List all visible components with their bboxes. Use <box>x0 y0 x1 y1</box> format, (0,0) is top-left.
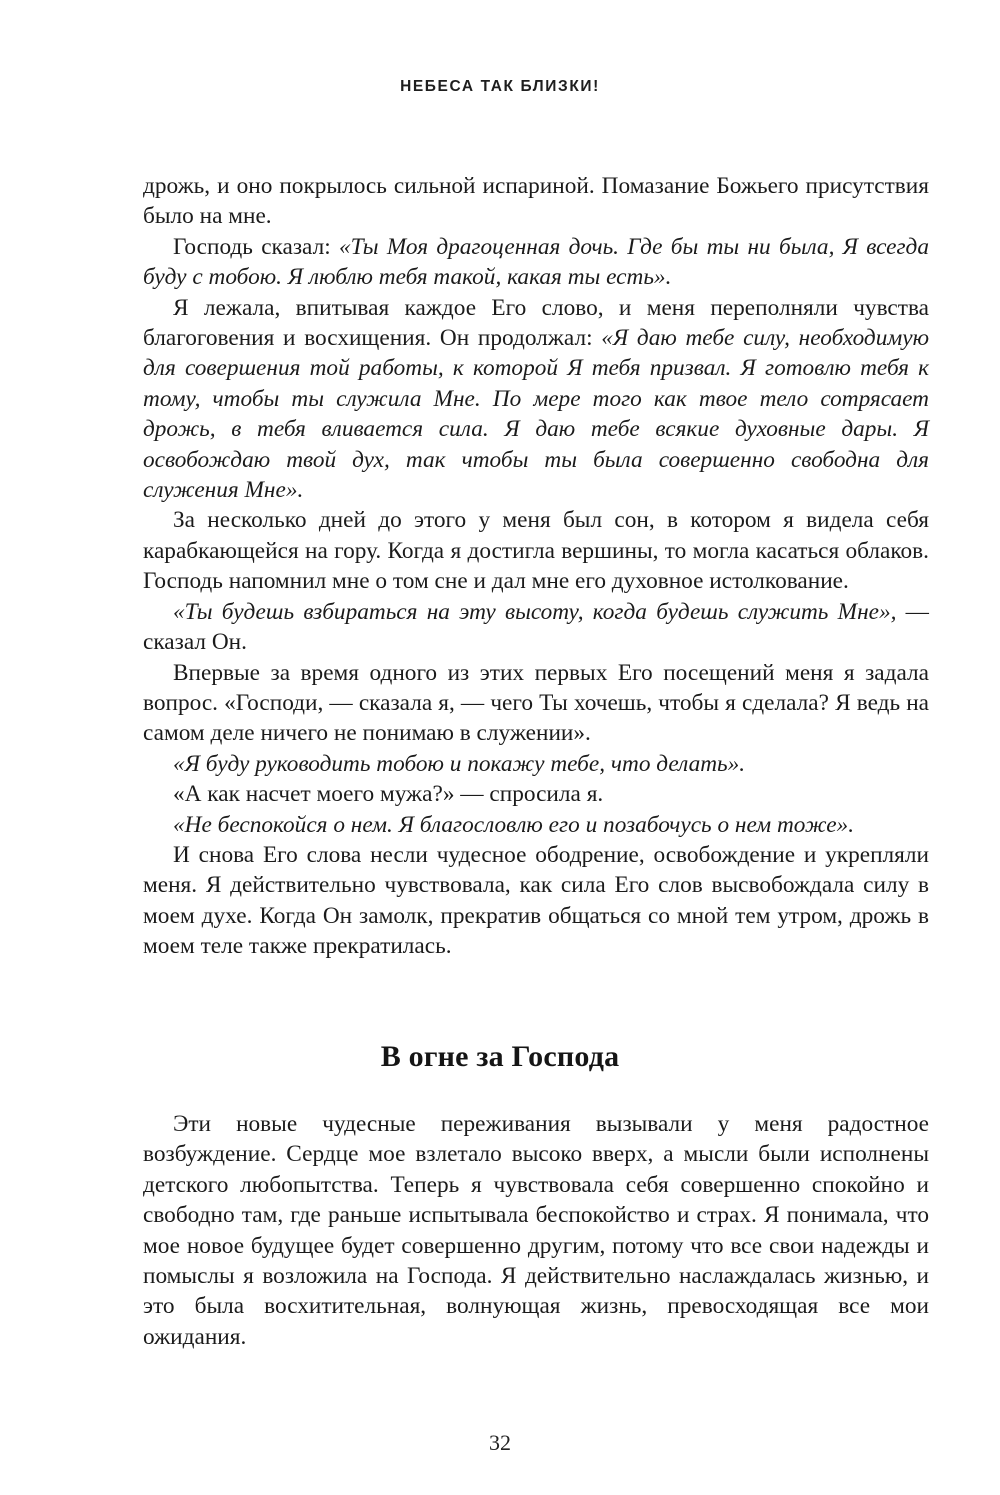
quote: «Ты Моя драгоценная дочь. Где бы ты ни была, Я всегда буду с тобою. Я люблю тебя такой, какая ты есть». <box>143 233 929 291</box>
paragraph: Впервые за время одного из этих первых Его посещений меня я задала вопрос. «Господи, — сказала я, — чего Ты хочешь, чтобы я сделала? Я ведь на самом деле ничего не понимаю в служении». <box>143 659 929 747</box>
running-head: НЕБЕСА ТАК БЛИЗКИ! <box>400 78 600 95</box>
quote: «Ты будешь взбираться на эту высоту, когда будешь служить Мне», <box>173 598 897 625</box>
paragraph <box>143 810 929 840</box>
paragraph: «Ты будешь взбираться на эту высоту, когда будешь служить Мне», — сказал Он. <box>143 598 929 656</box>
body-text-bottom <box>143 1109 929 1352</box>
paragraph: дрожь, и оно покрылось сильной испариной. Помазание Божьего присутствия было на мне. <box>143 173 929 230</box>
paragraph: Господь сказал: «Ты Моя драгоценная дочь. Где бы ты ни была, Я всегда буду с тобою. Я люблю тебя такой, какая ты есть». <box>143 233 929 291</box>
section-heading: В огне за Господа <box>380 1040 620 1073</box>
paragraph: Эти новые чудесные переживания вызывали у меня радостное возбуждение. Сердце мое взлетало высоко вверх, а мысли были исполнены детского любопытства. Теперь я чувствовала себя совершенно спокойно и свободно там, где раньше испытывала беспокойство и страх. Я понимала, что мое новое будущее будет совершенно другим, потому что все свои надежды и помыслы я возложила на Господа. Я действительно наслаждалась жизнью, и это была восхитительная, волнующая жизнь, превосходящая все мои ожидания. <box>143 1111 929 1350</box>
paragraph: «А как насчет моего мужа?» — спросила я. <box>173 781 604 808</box>
quote: «Я буду руководить тобою и покажу тебе, что делать». <box>173 750 746 777</box>
paragraph: Я лежала, впитывая каждое Его слово, и меня переполняли чувства благоговения и восхищения. Он продолжал: «Я даю тебе силу, необходимую для совершения той работы, к которой Я тебя призвал. Я готовлю тебя к тому, чтобы ты служила Мне. По мере того как твое тело сотрясает дрожь, в тебя вливается сила. Я даю тебе всякие духовные дары. Я освобождаю твой дух, так чтобы ты была совершенно свободна для служения Мне». <box>143 294 929 504</box>
paragraph: За несколько дней до этого у меня был сон, в котором я видела себя карабкающейся на гору. Когда я достигла вершины, то могла касаться облаков. Господь напомнил мне о том сне и дал мне его духовное истолкование. <box>143 507 929 595</box>
quote: «Я даю тебе силу, необходимую для совершения той работы, к которой Я тебя призвал. Я готовлю тебя к тому, чтобы ты служила Мне. По мере того как твое тело сотрясает дрожь, в тебя вливается сила. Я даю тебе всякие духовные дары. Я освобождаю твой дух, так чтобы ты была совершенно свободна для служения Мне». <box>143 325 929 504</box>
paragraph <box>143 749 929 779</box>
page-number: 32 <box>489 1430 511 1455</box>
body-text-top <box>143 171 929 962</box>
quote: «Не беспокойся о нем. Я благословлю его и позабочусь о нем тоже». <box>173 811 855 838</box>
paragraph: И снова Его слова несли чудесное ободрение, освобождение и укрепляли меня. Я действительно чувствовала, как сила Его слов высвобождала силу в моем духе. Когда Он замолк, прекратив общаться со мной тем утром, дрожь в моем теле также прекратилась. <box>143 841 929 960</box>
